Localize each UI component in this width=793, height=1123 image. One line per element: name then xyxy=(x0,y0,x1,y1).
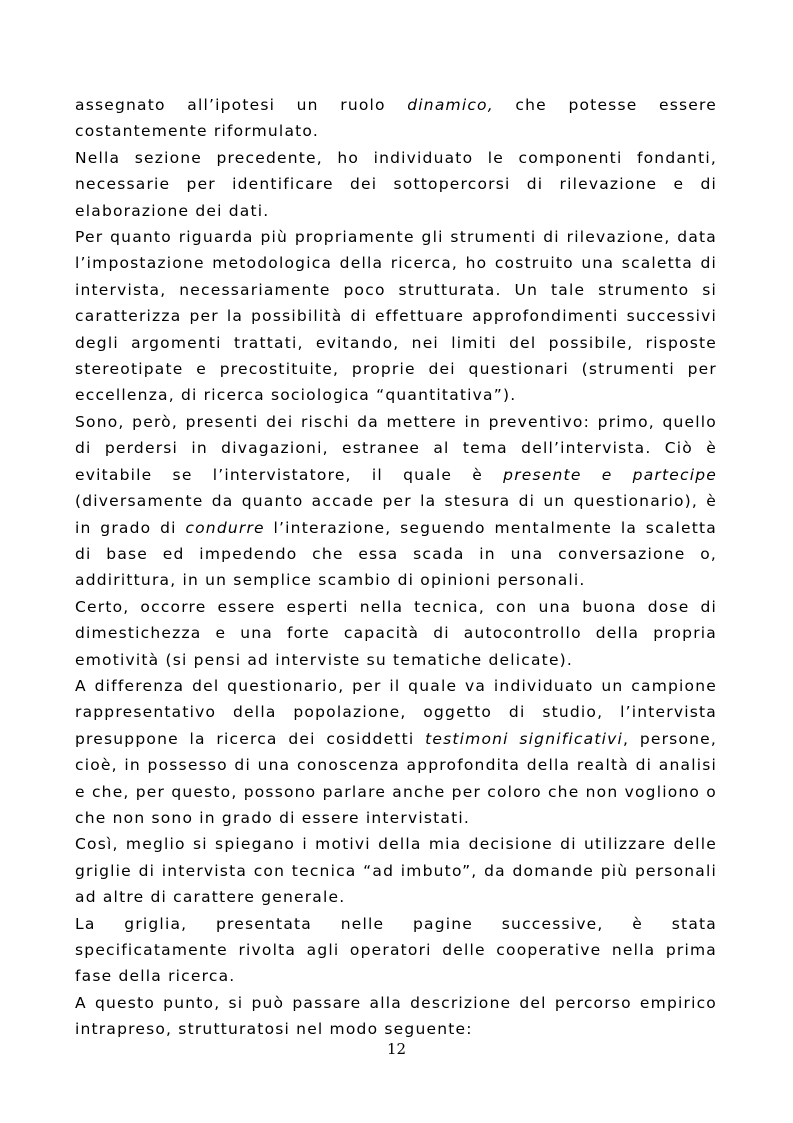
paragraph xyxy=(75,92,717,145)
paragraph xyxy=(75,990,717,1043)
text-run: La griglia, presentata nelle pagine successive, è stata specificatamente rivolta agli operatori delle cooperative nella prima fase della ricerca. xyxy=(75,914,717,986)
paragraph xyxy=(75,224,717,409)
paragraph xyxy=(75,673,717,831)
text-run: Così, meglio si spiegano i motivi della mia decisione di utilizzare delle griglie di intervista con tecnica “ad imbuto”, da domande più personali ad altre di carattere generale. xyxy=(75,835,717,907)
text-run: Certo, occorre essere esperti nella tecnica, con una buona dose di dimestichezza e una forte capacità di autocontrollo della propria emotività (si pensi ad interviste su tematiche delicate). xyxy=(75,597,717,669)
text-run: A differenza del questionario, per il quale va individuato un campione rappresentativo della popolazione, oggetto di studio, l’intervista presuppone la ricerca dei cosiddetti xyxy=(75,676,717,748)
emphasis-run: presente e partecipe xyxy=(503,465,717,484)
paragraph xyxy=(75,594,717,673)
emphasis-run: dinamico, xyxy=(407,96,494,114)
page-number: 12 xyxy=(386,1040,407,1058)
paragraph xyxy=(75,145,717,224)
paragraph xyxy=(75,409,717,594)
emphasis-run: testimoni significativi xyxy=(425,729,623,748)
text-run: (diversamente da quanto accade per la stesura di un questionario), è in grado di xyxy=(75,492,717,537)
text-run: , persone, cioè, in possesso di una conoscenza approfondita della realtà di analisi e che, per questo, possono parlare anche per coloro che non vogliono o che non sono in grado di essere intervistati. xyxy=(75,729,718,827)
paragraph xyxy=(75,911,717,990)
emphasis-run: condurre xyxy=(185,518,265,537)
text-run: assegnato all’ipotesi un ruolo xyxy=(75,96,408,114)
text-run: Per quanto riguarda più propriamente gli strumenti di rilevazione, data l’impostazione metodologica della ricerca, ho costruito una scaletta di intervista, necessariamente poco strutturata. Un tale strumento si caratterizza per la possibilità di effettuare approfondimenti successivi degli argomenti trattati, evitando, nei limiti del possibile, risposte stereotipate e precostituite, proprie dei questionari (strumenti per eccellenza, di ricerca sociologica “quantitativa”). xyxy=(75,228,717,405)
text-run: Nella sezione precedente, ho individuato le componenti fondanti, necessarie per identificare dei sottopercorsi di rilevazione e di elaborazione dei dati. xyxy=(75,148,717,220)
text-run: A questo punto, si può passare alla descrizione del percorso empirico intrapreso, strutturatosi nel modo seguente: xyxy=(75,993,717,1039)
page-body xyxy=(75,92,717,1043)
text-run: che potesse essere costantemente riformulato. xyxy=(75,96,717,141)
paragraph xyxy=(75,831,717,910)
text-run: l’interazione, seguendo mentalmente la scaletta di base ed impedendo che essa scada in una conversazione o, addirittura, in un semplice scambio di opinioni personali. xyxy=(75,518,717,590)
text-run: Sono, però, presenti dei rischi da mettere in preventivo: primo, quello di perdersi in divagazioni, estranee al tema dell’intervista. Ciò è evitabile se l’intervistatore, il quale è xyxy=(75,412,717,484)
